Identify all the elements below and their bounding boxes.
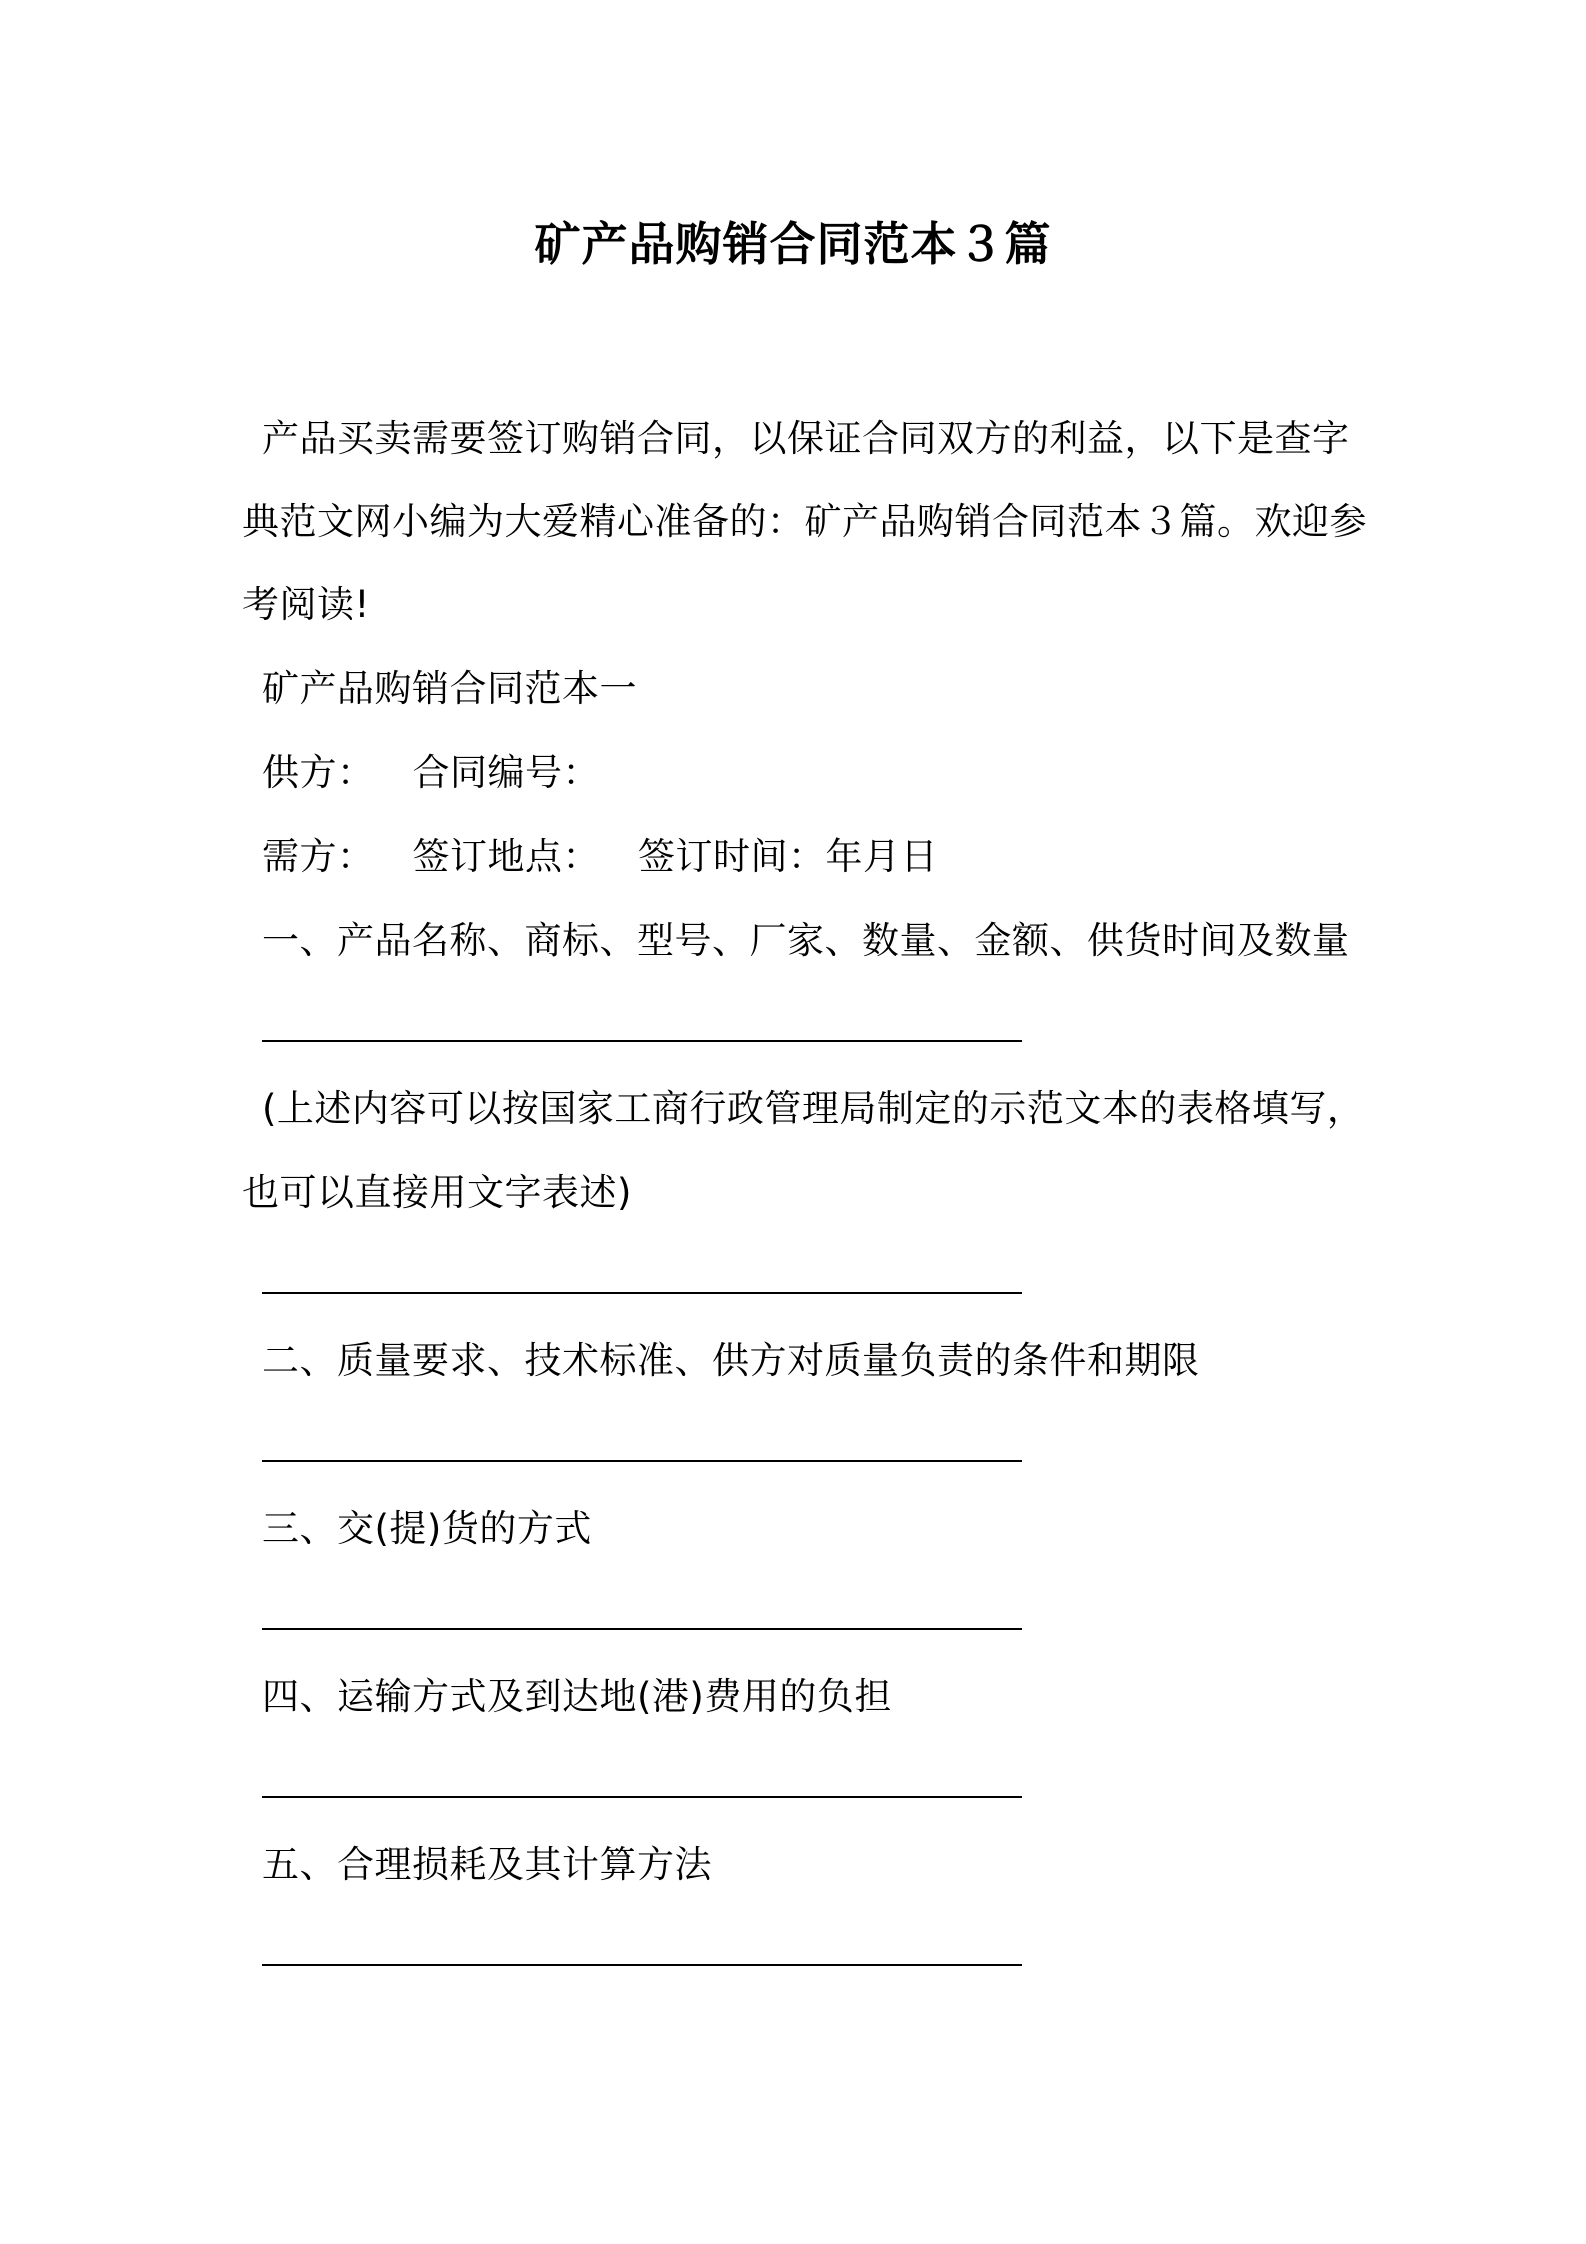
clause-5: 五、合理损耗及其计算方法 — [262, 1843, 712, 1886]
blank-line-5 — [262, 1796, 1022, 1798]
buyer-label: 需方： — [262, 835, 375, 878]
intro-line-1: 产品买卖需要签订购销合同，以保证合同双方的利益，以下是查字 — [262, 417, 1350, 460]
clause-2: 二、质量要求、技术标准、供方对质量负责的条件和期限 — [262, 1339, 1200, 1382]
clause-1: 一、产品名称、商标、型号、厂家、数量、金额、供货时间及数量 — [262, 919, 1350, 962]
sign-time-label: 签订时间：年月日 — [638, 835, 938, 878]
clause-4: 四、运输方式及到达地(港)费用的负担 — [262, 1675, 892, 1718]
supplier-label: 供方： — [262, 751, 375, 794]
intro-line-3: 考阅读! — [242, 583, 370, 626]
note-line-2: 也可以直接用文字表述) — [242, 1171, 632, 1214]
document-title: 矿产品购销合同范本３篇 — [534, 217, 1052, 271]
contract-number-label: 合同编号： — [412, 751, 600, 794]
blank-line-1 — [262, 1040, 1022, 1042]
sign-place-label: 签订地点： — [412, 835, 600, 878]
note-line-1: (上述内容可以按国家工商行政管理局制定的示范文本的表格填写， — [262, 1087, 1365, 1130]
blank-line-2 — [262, 1292, 1022, 1294]
blank-line-4 — [262, 1628, 1022, 1630]
blank-line-3 — [262, 1460, 1022, 1462]
blank-line-6 — [262, 1964, 1022, 1966]
section-heading: 矿产品购销合同范本一 — [262, 667, 637, 710]
buyer-row — [262, 832, 938, 882]
intro-line-2: 典范文网小编为大爱精心准备的：矿产品购销合同范本３篇。欢迎参 — [242, 500, 1367, 543]
supplier-row — [262, 748, 600, 798]
clause-3: 三、交(提)货的方式 — [262, 1507, 592, 1550]
